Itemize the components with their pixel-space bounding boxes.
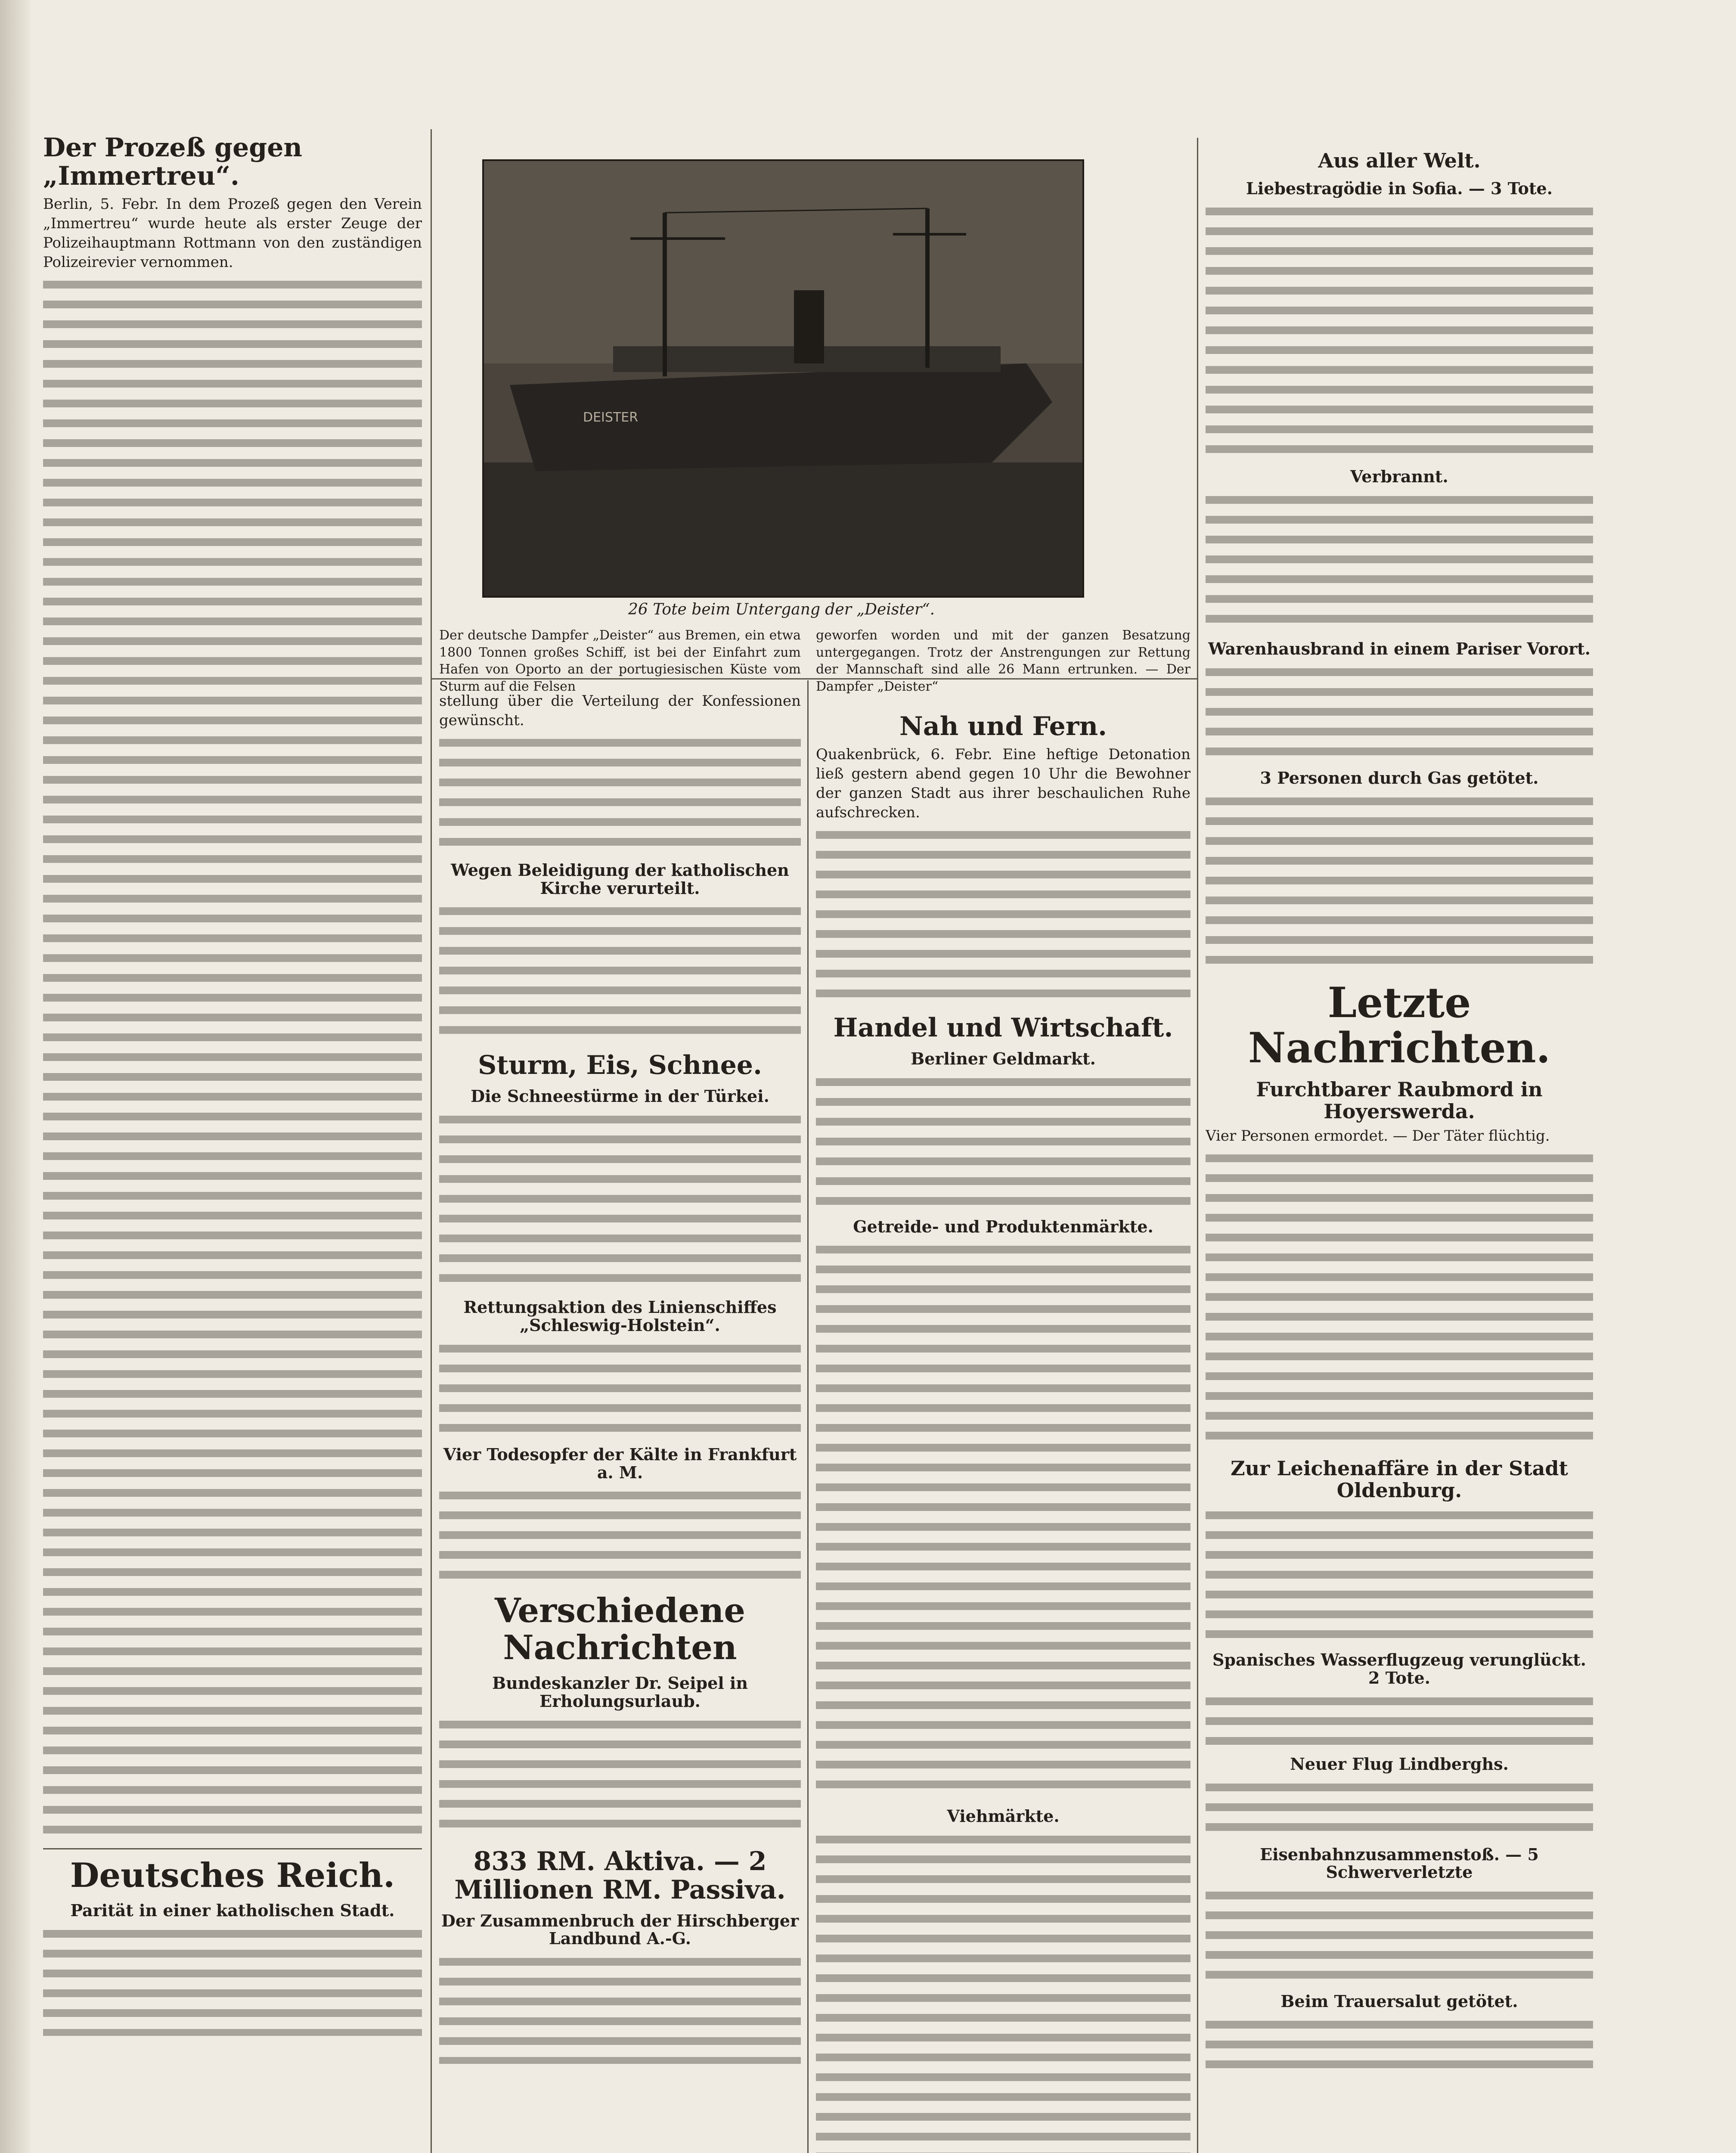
headline-handel: Handel und Wirtschaft.: [833, 1012, 1173, 1043]
subheadline-rettungsaktion: Rettungsaktion des Linienschiffes „Schleswig-Holstein“.: [463, 1297, 777, 1335]
photo-caption: 26 Tote beim Untergang der „Deister“.: [628, 601, 935, 618]
article-body: [43, 1924, 422, 2036]
article-body: [439, 1110, 801, 1291]
col2-lead: stellung über die Verteilung der Konfessionen gewünscht.: [439, 692, 801, 729]
photo-lead-left: [439, 624, 801, 698]
headline-oldenburg: Zur Leichenaffäre in der Stadt Oldenburg.: [1231, 1457, 1568, 1502]
article-body: [439, 733, 801, 853]
headline-aus-aller-welt: Aus aller Welt.: [1318, 149, 1481, 172]
column-4: [1206, 142, 1593, 2153]
subheadline-paritaet: Parität in einer katholischen Stadt.: [70, 1901, 395, 1920]
column-rule: [431, 129, 432, 2153]
column-1: [43, 108, 422, 2153]
ship-name-label: DEISTER: [583, 410, 639, 425]
headline-letzte-nachrichten: Letzte Nachrichten.: [1248, 978, 1551, 1073]
article-body: [439, 901, 801, 1043]
column-rule: [1197, 138, 1198, 2153]
headline-verbrannt: Verbrannt.: [1350, 467, 1448, 487]
article-body: [439, 1952, 801, 2064]
headline-eisenbahn: Eisenbahnzusammenstoß. — 5 Schwerverletzte: [1260, 1844, 1539, 1882]
subheadline-tuerkei: Die Schneestürme in der Türkei.: [471, 1086, 769, 1106]
column-2: [439, 689, 801, 2153]
ship-illustration: [484, 161, 1082, 596]
article-body: [1206, 202, 1593, 460]
subheadline-viehmaerkte: Viehmärkte.: [947, 1806, 1060, 1826]
article-body: [1206, 791, 1593, 972]
article-body: [1206, 2015, 1593, 2075]
article-body: [816, 1240, 1190, 1799]
article-body: [816, 1072, 1190, 1210]
article-body: [439, 1486, 801, 1585]
article-body: [1206, 1886, 1593, 1985]
article-body: [1206, 1691, 1593, 1747]
article-body: [816, 1830, 1190, 2153]
column-3: [816, 624, 1190, 2153]
article-body: [1206, 662, 1593, 761]
article-body: [816, 825, 1190, 1006]
headline-lindbergh: Neuer Flug Lindberghs.: [1290, 1754, 1509, 1774]
col3-lead: geworfen worden und mit der ganzen Besatzung untergegangen. Trotz der Anstrengungen zur Rettung der Mannschaft sind alle 26 Mann ertrunken. — Der Dampfer „Deister“: [816, 628, 1190, 694]
nah-fern-lead: Quakenbrück, 6. Febr. Eine heftige Detonation ließ gestern abend gegen 10 Uhr die Bewohner der ganzen Stadt aus ihrer beschaulichen Ruhe aufschrecken.: [816, 746, 1190, 821]
article-body: [439, 1339, 801, 1438]
headline-raubmord: Furchtbarer Raubmord in Hoyerswerda.: [1256, 1077, 1543, 1123]
headline-wasserflugzeug: Spanisches Wasserflugzeug verunglückt. 2 Tote.: [1212, 1650, 1587, 1688]
separator: [43, 1848, 422, 1849]
article-body: [439, 1715, 801, 1840]
headline-warenhausbrand: Warenhausbrand in einem Pariser Vorort.: [1208, 639, 1590, 659]
headline-immertreu: Der Prozeß gegen „Immertreu“.: [43, 133, 303, 191]
subheadline-landbund: Der Zusammenbruch der Hirschberger Landbund A.-G.: [441, 1911, 799, 1948]
article-body: [1206, 1505, 1593, 1643]
headline-sofia: Liebestragödie in Sofia. — 3 Tote.: [1246, 178, 1553, 198]
article-body: [1206, 490, 1593, 632]
headline-trauersalut: Beim Trauersalut getötet.: [1280, 1992, 1518, 2011]
headline-nah-und-fern: Nah und Fern.: [899, 711, 1107, 742]
subheadline-geldmarkt: Berliner Geldmarkt.: [911, 1049, 1096, 1068]
headline-beleidigung: Wegen Beleidigung der katholischen Kirche verurteilt.: [451, 860, 789, 898]
article-lead: Berlin, 5. Febr. In dem Prozeß gegen den Verein „Immertreu“ wurde heute als erster Zeuge der Polizeihauptmann Rottmann von den zuständigen Polizeirevier vernommen.: [43, 195, 422, 271]
headline-gas: 3 Personen durch Gas getötet.: [1260, 768, 1539, 788]
headline-sturm: Sturm, Eis, Schnee.: [478, 1050, 762, 1081]
subheadline-getreide: Getreide- und Produktenmärkte.: [853, 1216, 1153, 1236]
photo-lead-text: Der deutsche Dampfer „Deister“ aus Bremen, ein etwa 1800 Tonnen großes Schiff, ist bei der Einfahrt zum Hafen von Oporto an der portugiesischen Küste vom Sturm auf die Felsen: [439, 628, 801, 694]
article-body: [1206, 1778, 1593, 1838]
raubmord-lead: Vier Personen ermordet. — Der Täter flüchtig.: [1206, 1127, 1550, 1145]
ship-photo: [482, 159, 1084, 598]
headline-verschiedene: Verschiedene Nachrichten: [495, 1591, 745, 1668]
article-body: [1206, 1148, 1593, 1450]
column-rule: [807, 680, 809, 2153]
scan-edge: [0, 0, 30, 2153]
article-body: [43, 275, 422, 1842]
subheadline-todesopfer: Vier Todesopfer der Kälte in Frankfurt a. M.: [443, 1444, 797, 1482]
section-deutsches-reich: Deutsches Reich.: [70, 1855, 395, 1895]
subheadline-seipel: Bundeskanzler Dr. Seipel in Erholungsurlaub.: [492, 1673, 748, 1711]
headline-aktiva-passiva: 833 RM. Aktiva. — 2 Millionen RM. Passiva.: [454, 1846, 786, 1905]
